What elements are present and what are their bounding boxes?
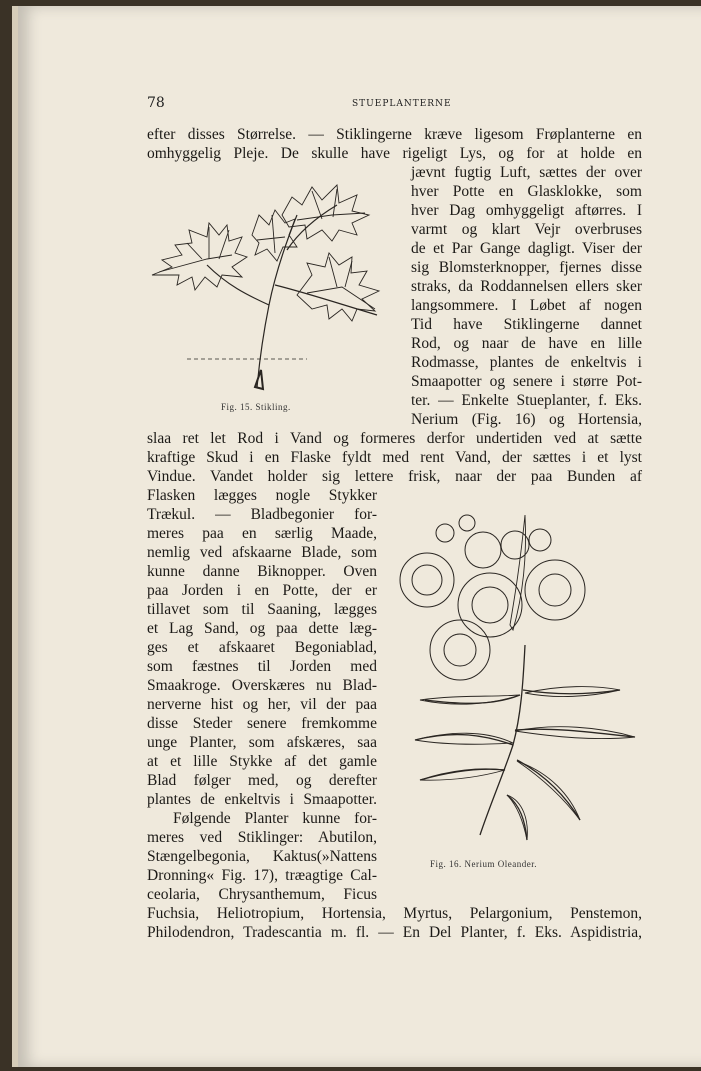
text-line: Nerium (Fig. 16) og Hortensia, — [411, 411, 642, 428]
page-header — [147, 95, 645, 115]
text-line: hver Potte en Glasklokke, som — [411, 183, 642, 200]
text-line: straks, da Roddannelsen ellers sker — [411, 278, 642, 295]
text-line: Rodmasse, plantes de enkeltvis i — [411, 354, 642, 371]
text-line: Tid have Stiklingerne dannet — [411, 316, 642, 333]
text-line: unge Planter, som afskæres, saa — [147, 734, 377, 751]
running-head: STUEPLANTERNE — [352, 99, 452, 109]
text-line: som fæstnes til Jorden med — [147, 658, 377, 675]
text-line: Flasken lægges nogle Stykker — [147, 487, 377, 504]
text-line: omhyggelig Pleje. De skulle have rigeligt Lys, og for at holde en — [147, 145, 642, 162]
text-line: disse Steder senere fremkomme — [147, 715, 377, 732]
figure-16-nerium-oleander-illustration — [395, 505, 645, 850]
text-line: Følgende Planter kunne for- — [173, 810, 377, 827]
text-line: ter. — Enkelte Stueplanter, f. Eks. — [411, 392, 642, 409]
text-line: plantes de enkeltvis i Smaapotter. — [147, 791, 377, 808]
text-line: Dronning« Fig. 17), træagtige Cal- — [147, 867, 377, 884]
page-number: 78 — [147, 95, 165, 111]
text-line: tillavet som til Saaning, lægges — [147, 601, 377, 618]
text-line: Smaakroge. Overskæres nu Blad- — [147, 677, 377, 694]
text-line: nerverne hist og her, vil der paa — [147, 696, 377, 713]
figure-16-caption: Fig. 16. Nerium Oleander. — [430, 859, 537, 869]
text-line: at et lille Stykke af det gamle — [147, 753, 377, 770]
text-line: Stængelbegonia, Kaktus(»Nattens — [147, 848, 377, 865]
text-line: de et Par Gange dagligt. Viser der — [411, 240, 642, 257]
text-line: Trækul. — Bladbegonier for- — [147, 506, 377, 523]
text-line: Smaapotter og senere i større Pot- — [411, 373, 642, 390]
text-line: ceolaria, Chrysanthemum, Ficus — [147, 886, 377, 903]
text-line: meres ved Stiklinger: Abutilon, — [147, 829, 377, 846]
text-line: Philodendron, Tradescantia m. fl. — En Del Planter, f. Eks. Aspidistria, — [147, 924, 642, 941]
text-line: Fuchsia, Heliotropium, Hortensia, Myrtus, Pelargonium, Penstemon, — [147, 905, 642, 922]
text-line: Rod, og naar de have en lille — [411, 335, 642, 352]
text-line: hver Dag omhyggeligt aftørres. I — [411, 202, 642, 219]
text-line: efter disses Størrelse. — Stiklingerne kræve ligesom Frøplanterne en — [147, 126, 642, 143]
text-line: meres paa en særlig Maade, — [147, 525, 377, 542]
text-line: kunne danne Biknopper. Oven — [147, 563, 377, 580]
text-line: jævnt fugtig Luft, sættes der over — [411, 164, 642, 181]
text-line: sig Blomsterknopper, fjernes disse — [411, 259, 642, 276]
text-line: ges et afskaaret Begoniablad, — [147, 639, 377, 656]
figure-15-stikling-illustration — [147, 175, 397, 395]
text-line: varmt og klart Vejr overbruses — [411, 221, 642, 238]
text-line: paa Jorden i en Potte, der er — [147, 582, 377, 599]
text-line: nemlig ved afskaarne Blade, som — [147, 544, 377, 561]
text-line: slaa ret let Rod i Vand og formeres derfor undertiden ved at sætte — [147, 430, 642, 447]
text-line: langsommere. I Løbet af nogen — [411, 297, 642, 314]
figure-15-caption: Fig. 15. Stikling. — [221, 402, 291, 412]
text-line: Blad følger med, og derefter — [147, 772, 377, 789]
text-line: et Lag Sand, og paa dette læg- — [147, 620, 377, 637]
text-line: Vindue. Vandet holder sig lettere frisk, naar der paa Bunden af — [147, 468, 642, 485]
text-line: kraftige Skud i en Flaske fyldt med rent Vand, der sættes i et lyst — [147, 449, 642, 466]
